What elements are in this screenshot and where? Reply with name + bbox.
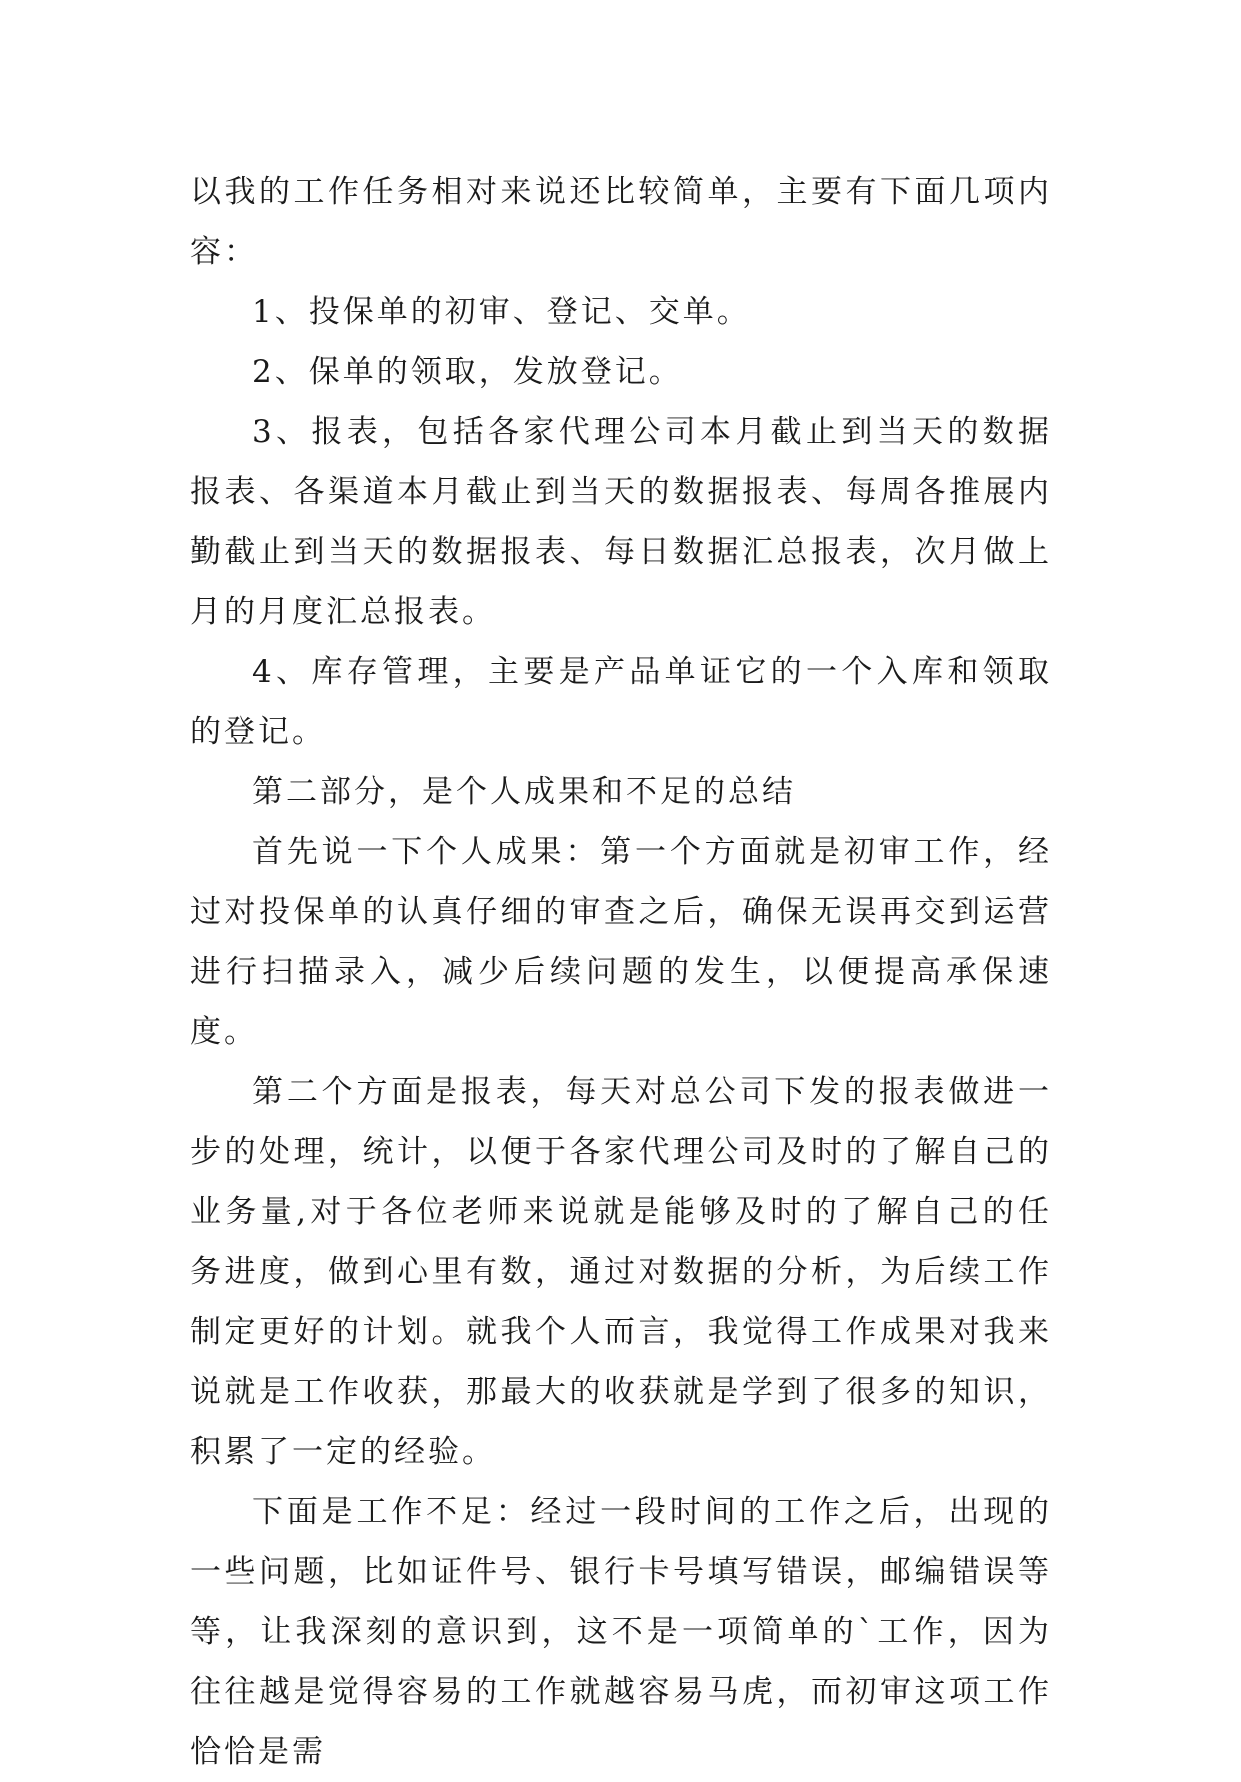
document-body: [190, 162, 1052, 1782]
paragraph-item-1: 1、投保单的初审、登记、交单。: [252, 294, 751, 330]
paragraph-item-3: 3、报表，包括各家代理公司本月截止到当天的数据报表、各渠道本月截止到当天的数据报表、每周各推展内勤截止到当天的数据报表、每日数据汇总报表，次月做上月的月度汇总报表。: [190, 414, 1052, 630]
paragraph-item-2: 2、保单的领取，发放登记。: [252, 354, 683, 390]
paragraph-shortcomings: 下面是工作不足：经过一段时间的工作之后，出现的一些问题，比如证件号、银行卡号填写错误，邮编错误等等，让我深刻的意识到，这不是一项简单的`工作，因为往往越是觉得容易的工作就越容易马虎，而初审这项工作恰恰是需: [190, 1494, 1052, 1770]
paragraph-intro: 以我的工作任务相对来说还比较简单，主要有下面几项内容：: [190, 174, 1052, 270]
paragraph-achievement-1: 首先说一下个人成果：第一个方面就是初审工作，经过对投保单的认真仔细的审查之后，确保无误再交到运营进行扫描录入，减少后续问题的发生，以便提高承保速度。: [190, 834, 1052, 1050]
paragraph-item-4: 4、库存管理，主要是产品单证它的一个入库和领取的登记。: [190, 654, 1052, 750]
section-heading-part-two: 第二部分，是个人成果和不足的总结: [252, 774, 796, 810]
paragraph-achievement-2: 第二个方面是报表，每天对总公司下发的报表做进一步的处理，统计，以便于各家代理公司及时的了解自己的业务量,对于各位老师来说就是能够及时的了解自己的任务进度，做到心里有数，通过对数据的分析，为后续工作制定更好的计划。就我个人而言，我觉得工作成果对我来说就是工作收获，那最大的收获就是学到了很多的知识，积累了一定的经验。: [190, 1074, 1052, 1470]
